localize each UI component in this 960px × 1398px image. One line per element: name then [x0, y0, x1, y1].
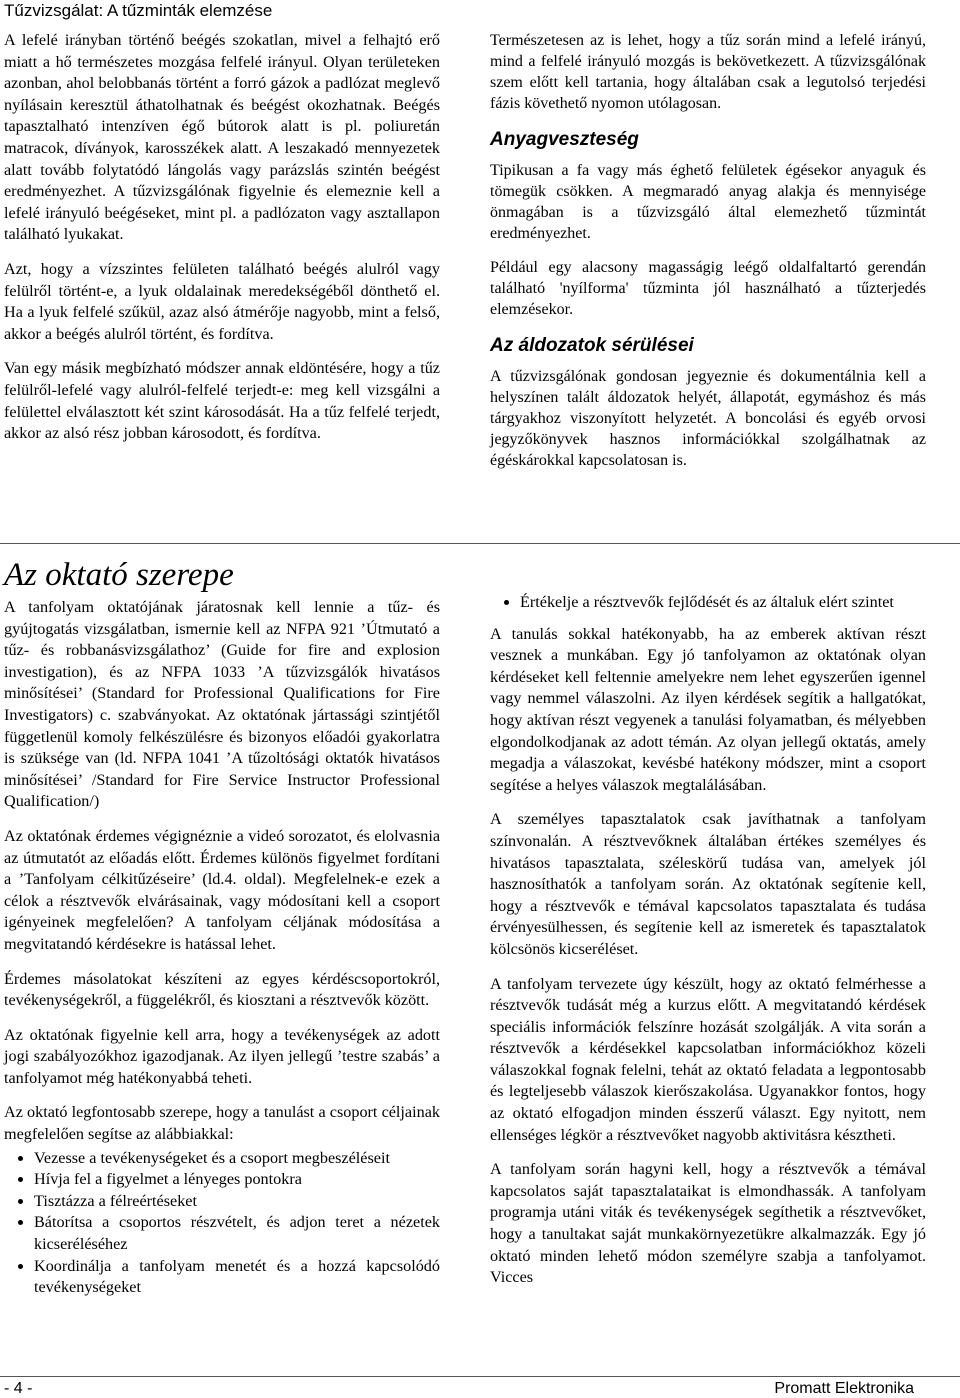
list-item: • Bátorítsa a csoportos részvételt, és adjon teret a nézetek kicseréléséhez: [34, 1212, 440, 1255]
list-item: • Értékelje a résztvevők fejlődését és az általuk elért szintet: [520, 592, 926, 614]
paragraph: Természetesen az is lehet, hogy a tűz során mind a lefelé irányú, mind a felfelé irányuló mozgás is bekövetkezett. A tűzvizsgálónak szem előtt kell tartania, hogy általában csak a legutolsó terjedési fázis követhető nyomon utólagosan.: [490, 32, 926, 112]
paragraph: Az oktató legfontosabb szerepe, hogy a tanulást a csoport céljainak megfelelően segítse az alábbiakkal:: [4, 1103, 440, 1144]
list-item: • Tisztázza a félreértéseket: [34, 1191, 440, 1213]
footer-company: Promatt Elektronika: [774, 1380, 914, 1397]
paragraph: Például egy alacsony magasságig leégő oldalfaltartó gerendán található 'nyílforma' tűzminta jól használható a tűzterjedés elemzésekor.: [490, 259, 926, 318]
list-item: • Hívja fel a figyelmet a lényeges pontokra: [34, 1169, 440, 1191]
top-left-column: [4, 30, 440, 458]
paragraph: A tanfolyam oktatójának járatosnak kell lennie a tűz- és gyújtogatás vizsgálatban, ismernie kell az NFPA 921 ’Útmutató a tűz- és robbanásvizsgálathoz’ (Guide for fire and explosion investigation), és az NFPA 1033 ’A tűzvizsgálók hivatásos minősítései’ (Standard for Professional Qualifications for Fire Investigators) c. szabványokat. Az oktatónak jártassági szintjétől függetlenül komoly felkészülésre és bizonyos előadói gyakorlatra is szüksége van (ld. NFPA 1041 ’A tűzoltósági oktatók hivatásos minősítései’ /Standard for Fire Service Instructor Professional Qualification/): [4, 598, 440, 811]
instructor-task-list: [4, 1148, 440, 1299]
page-title: Tűzvizsgálat: A tűzminták elemzése: [4, 1, 273, 20]
paragraph: Van egy másik megbízható módszer annak eldöntésére, hogy a tűz felülről-lefelé vagy alulról-felfelé terjedt-e: meg kell vizsgálni a felülettel elválasztott két szint károsodását. Ha a tűz felfelé terjedt, akkor az alsó rész jobban károsodott, és fordítva.: [4, 359, 440, 443]
top-right-column: [490, 30, 926, 484]
section-heading-material-loss: Anyagveszteség: [490, 129, 639, 150]
section-heading-instructor-role: Az oktató szerepe: [4, 557, 234, 593]
paragraph: A személyes tapasztalatok csak javíthatnak a tanfolyam színvonalán. A résztvevőknek általában értékes személyes és hivatásos tapasztalata, széleskörű tudása van, amelyek jól hasznosíthatók a tanfolyam során. Az oktatónak segítenie kell, hogy a résztvevők e témával kapcsolatos tapasztalata és tudása érvényesülhessen, és segítenie kell az ismeretek és tapasztalatok kölcsönös kicseréléset.: [490, 810, 926, 958]
list-item: • Koordinálja a tanfolyam menetét és a hozzá kapcsolódó tevékenységeket: [34, 1256, 440, 1299]
evaluation-list: [490, 592, 926, 614]
paragraph: A tűzvizsgálónak gondosan jegyeznie és dokumentálnia kell a helyszínen talált áldozatok helyét, állapotát, egymáshoz és más tárgyakhoz viszonyított helyzetét. A boncolási és egyéb orvosi jegyzőkönyvek hasznos információkkal szolgálhatnak az égéskárokkal kapcsolatosan is.: [490, 368, 926, 469]
section-divider: [0, 543, 960, 544]
paragraph: Tipikusan a fa vagy más éghető felületek égésekor anyaguk és tömegük csökken. A megmaradó anyag alakja és mennyisége önmagában is a tűzvizsgáló által elemezhető tűzmintát eredményezhet.: [490, 162, 926, 242]
bottom-left-column: [4, 555, 440, 1299]
paragraph: Az oktatónak figyelnie kell arra, hogy a tevékenységek az adott jogi szabályozókhoz igazodjanak. Az ilyen jellegű ’testre szabás’ a tanfolyamot még hatékonyabbá teheti.: [4, 1025, 440, 1087]
list-item: • Vezesse a tevékenységeket és a csoport megbeszéléseit: [34, 1148, 440, 1170]
paragraph: A tanfolyam tervezete úgy készült, hogy az oktató felmérhesse a résztvevők tudását még a kurzus előtt. A megvitatandó kérdések speciális információk felszínre hozását szolgálják. A vita során a résztvevők a kérdésekkel kapcsolatban információkhoz közeli válaszokkal fognak felelni, tehát az oktató feladata a legpontosabb és legteljesebb válaszok kierőszakolása. Ugyanakkor fontos, hogy az oktató elfogadjon minden ésszerű választ. Egy nyitott, nem ellenséges légkör a résztvevőket nagyobb aktivitásra késztheti.: [490, 974, 926, 1144]
paragraph: A lefelé irányban történő beégés szokatlan, mivel a felhajtó erő miatt a hő természetes mozgása felfelé irányul. Olyan területeken azonban, ahol belobbanás történt a forró gázok a padlózat meglevő nyílásain keresztül áthatolhatnak és beégést okozhatnak. Beégés tapasztalható intenzíven égő bútorok alatt is pl. poliuretán matracok, díványok, karosszékek alatt. A leszakadó mennyezetek alatt tovább folytatódó lángolás vagy parázslás szintén beégést eredményezhet. A tűzvizsgálónak figyelnie és elemeznie kell a lefelé irányuló beégéseket, mint pl. a padlózaton vagy asztallapon található lyukakat.: [4, 31, 440, 244]
paragraph: A tanfolyam során hagyni kell, hogy a résztvevők a témával kapcsolatos saját tapasztalataikat is elmondhassák. A tanfolyam programja utáni viták és tevékenységek segíthetik a résztvevőket, hogy a tanultakat saját munkakörnyezetükre alkalmazzák. Egy jó oktató minden lehető módon személyre szabja a tanfolyamot. Vicces: [490, 1160, 926, 1287]
bottom-right-column: [490, 592, 926, 1302]
page-number: - 4 -: [4, 1380, 33, 1397]
footer-divider: [0, 1376, 960, 1377]
paragraph: Érdemes másolatokat készíteni az egyes kérdéscsoportokról, tevékenységekről, a függelékről, és kiosztani a résztvevők között.: [4, 969, 440, 1010]
paragraph: Az oktatónak érdemes végignéznie a videó sorozatot, és elolvasnia az útmutatót az előadás előtt. Érdemes különös figyelmet fordítani a ’Tanfolyam célkitűzéseire’ (ld.4. oldal). Megfelelnek-e ezek a célok a résztvevők elvárásainak, vagy módosítani kell a csoport igényeinek megfelelően? A tanfolyam céljának módosítása a megvitatandó kérdésekre is hatással lehet.: [4, 826, 440, 953]
paragraph: A tanulás sokkal hatékonyabb, ha az emberek aktívan részt vesznek a munkában. Egy jó tanfolyamon az oktatónak olyan kérdéseket kell feltennie amelyekre nem lehet egyszerűen igennel vagy nemmel válaszolni. Az ilyen kérdések segítik a hallgatókat, hogy aktívan részt vegyenek a tanulási folyamatban, és mélyebben elgondolkodjanak az adott témán. Az olyan jellegű oktatás, amely megadja a válaszokat, kevésbé hatékony módszer, mint a csoport segítése a helyes válaszok megtalálásában.: [490, 624, 926, 794]
section-heading-victims: Az áldozatok sérülései: [490, 335, 694, 356]
paragraph: Azt, hogy a vízszintes felületen található beégés alulról vagy felülről történt-e, a lyuk oldalainak meredekségéből dönthető el. Ha a lyuk felfelé szűkül, azaz alsó átmérője nagyobb, mint a felső, akkor a beégés alulról történt, és fordítva.: [4, 259, 440, 343]
